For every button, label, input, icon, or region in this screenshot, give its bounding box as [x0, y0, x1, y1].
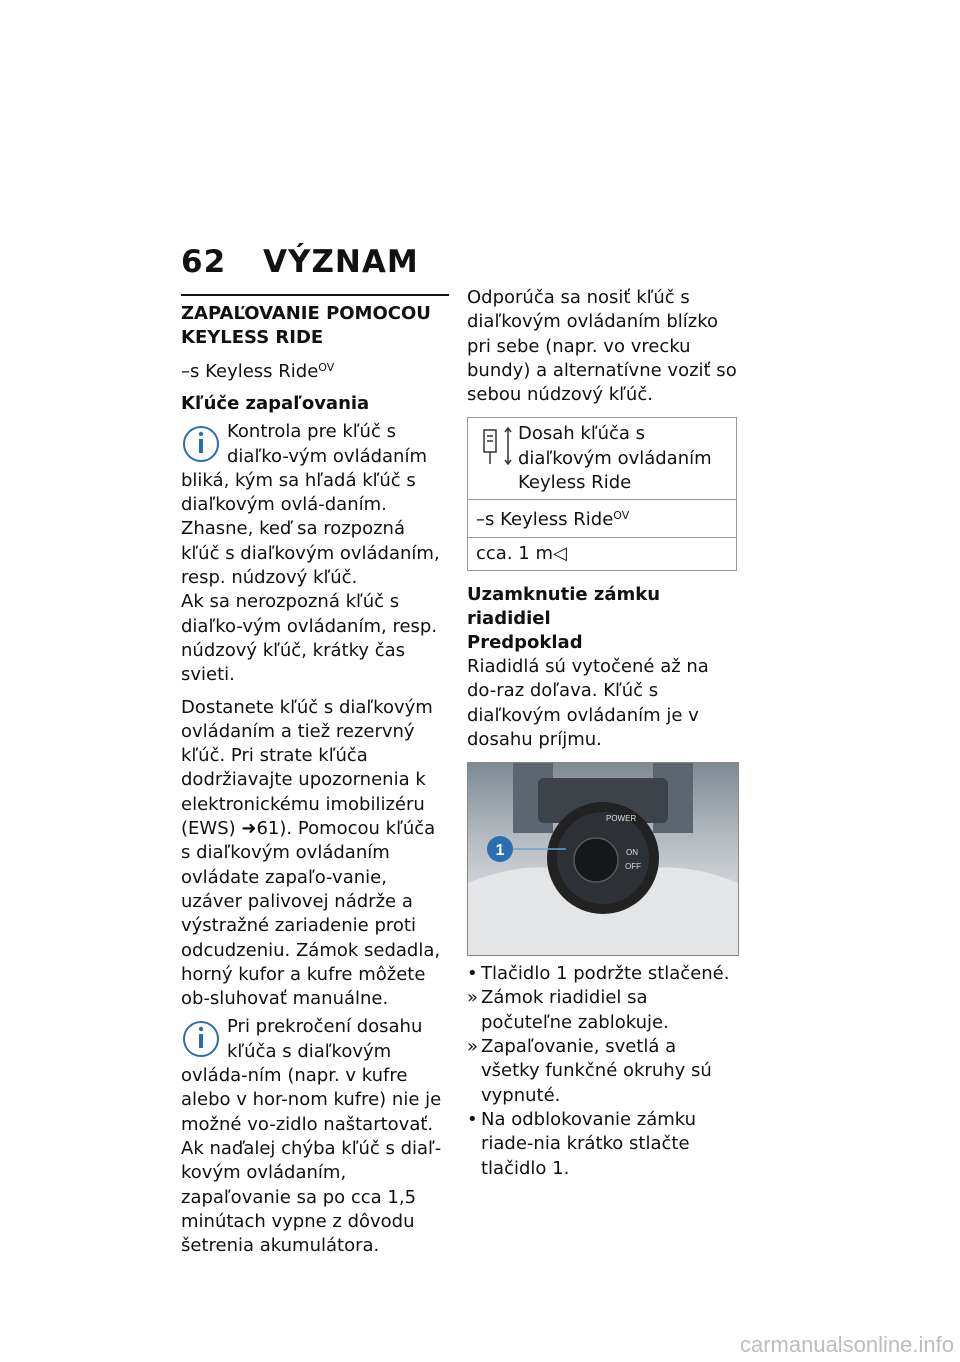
callout-1: 1: [495, 842, 505, 860]
page-number: 62: [181, 244, 227, 280]
result-item: » Zapaľovanie, svetlá a všetky funkčné okruhy sú vypnuté.: [467, 1035, 739, 1108]
result-item: » Zámok riadidiel sa počuteľne zablokuje.: [467, 986, 739, 1035]
table-value-row: [468, 537, 736, 570]
intro-paragraph: Odporúča sa nosiť kľúč s diaľkovým ovládaním blízko pri sebe (napr. vo vrecku bundy) a alternatívne voziť so sebou núdzový kľúč.: [467, 287, 737, 406]
lock-heading: Uzamknutie zámku riadidiel: [467, 583, 661, 629]
body-text-b: Pomocou kľúča s diaľkovým ovládaním ovládate zapaľo-vanie, uzáver palivovej nádrže a výstražné zariadenie proti odcudzeniu. Zámok sedadla, horný kufor a kufre môžete ob-sluhovať manuálne.: [181, 818, 441, 1010]
condition-line: [181, 356, 449, 384]
info-note-2: [181, 1015, 449, 1258]
keys-heading: Kľúče zapaľovania: [181, 393, 370, 415]
note1-text-2: Zhasne, keď sa rozpozná kľúč s diaľkovým ovládaním, resp. núdzový kľúč.: [181, 518, 440, 589]
page-header: [181, 244, 419, 280]
handlebar-photo: [467, 762, 739, 956]
page-ref[interactable]: [241, 818, 292, 839]
table-head-text: Dosah kľúča s diaľkovým ovládaním Keyless Ride: [518, 423, 712, 494]
page-title: VÝZNAM: [263, 244, 419, 280]
watermark: carmanualsonline.info: [739, 1332, 954, 1357]
step-item: • Na odblokovanie zámku riade-nia krátko stlačte tlačidlo 1.: [467, 1108, 739, 1181]
info-icon: [181, 1015, 223, 1061]
info-note-1: [181, 420, 449, 687]
note2-text-2: Ak naďalej chýba kľúč s diaľ-kovým ovládaním, zapaľovanie sa po cca 1,5 minútach vypne z dôvodu šetrenia akumulátora.: [181, 1137, 442, 1257]
table-head: [468, 418, 736, 499]
steps-list: [467, 962, 739, 1181]
step-item: • Tlačidlo 1 podržte stlačené.: [467, 962, 739, 986]
table-condition: –s Keyless Ride: [476, 509, 614, 531]
range-icon: [474, 422, 518, 470]
table-value: cca. 1 m◁: [476, 542, 567, 564]
power-label: POWER: [606, 814, 637, 824]
note1-text-3: Ak sa nerozpozná kľúč s diaľko-vým ovládaním, resp. núdzový kľúč, krátky čas svieti.: [181, 591, 438, 686]
section-title: ZAPAĽOVANIE POMOCOU KEYLESS RIDE: [181, 303, 431, 348]
info-icon: [181, 420, 223, 466]
arrow-right-icon: ➜: [241, 818, 257, 840]
table-condition-sup: OV: [613, 509, 630, 523]
note1-text: Kontrola pre kľúč s diaľko-vým ovládaním bliká, kým sa hľadá kľúč s diaľkovým ovlá-daním.: [181, 421, 428, 516]
condition-text: –s Keyless Ride: [181, 361, 319, 382]
range-table: [467, 417, 737, 570]
body-paragraph: [181, 696, 449, 1012]
off-label: OFF: [625, 862, 641, 872]
left-column: [181, 294, 449, 1258]
prereq-heading: Predpoklad: [467, 631, 583, 653]
condition-sup: OV: [318, 361, 335, 374]
on-label: ON: [626, 848, 638, 858]
page-ref-label: 61).: [256, 818, 293, 840]
note2-text: Pri prekročení dosahu kľúča s diaľkovým ovláda-ním (napr. v kufre alebo v hor-nom kufre) nie je možné vo-zidlo naštartovať.: [181, 1016, 442, 1135]
right-column: [467, 286, 739, 1181]
prereq-text: Riadidlá sú vytočené až na do-raz doľava. Kľúč s diaľkovým ovládaním je v dosahu príjmu.: [467, 655, 709, 750]
handlebar-illustration: [468, 763, 738, 955]
table-condition-row: [468, 499, 736, 536]
body-text-a: Dostanete kľúč s diaľkovým ovládaním a tiež rezervný kľúč. Pri strate kľúča dodržiavajte upozornenia k elektronickému imobilizéru (EWS): [181, 696, 433, 840]
section-header: [181, 294, 449, 350]
